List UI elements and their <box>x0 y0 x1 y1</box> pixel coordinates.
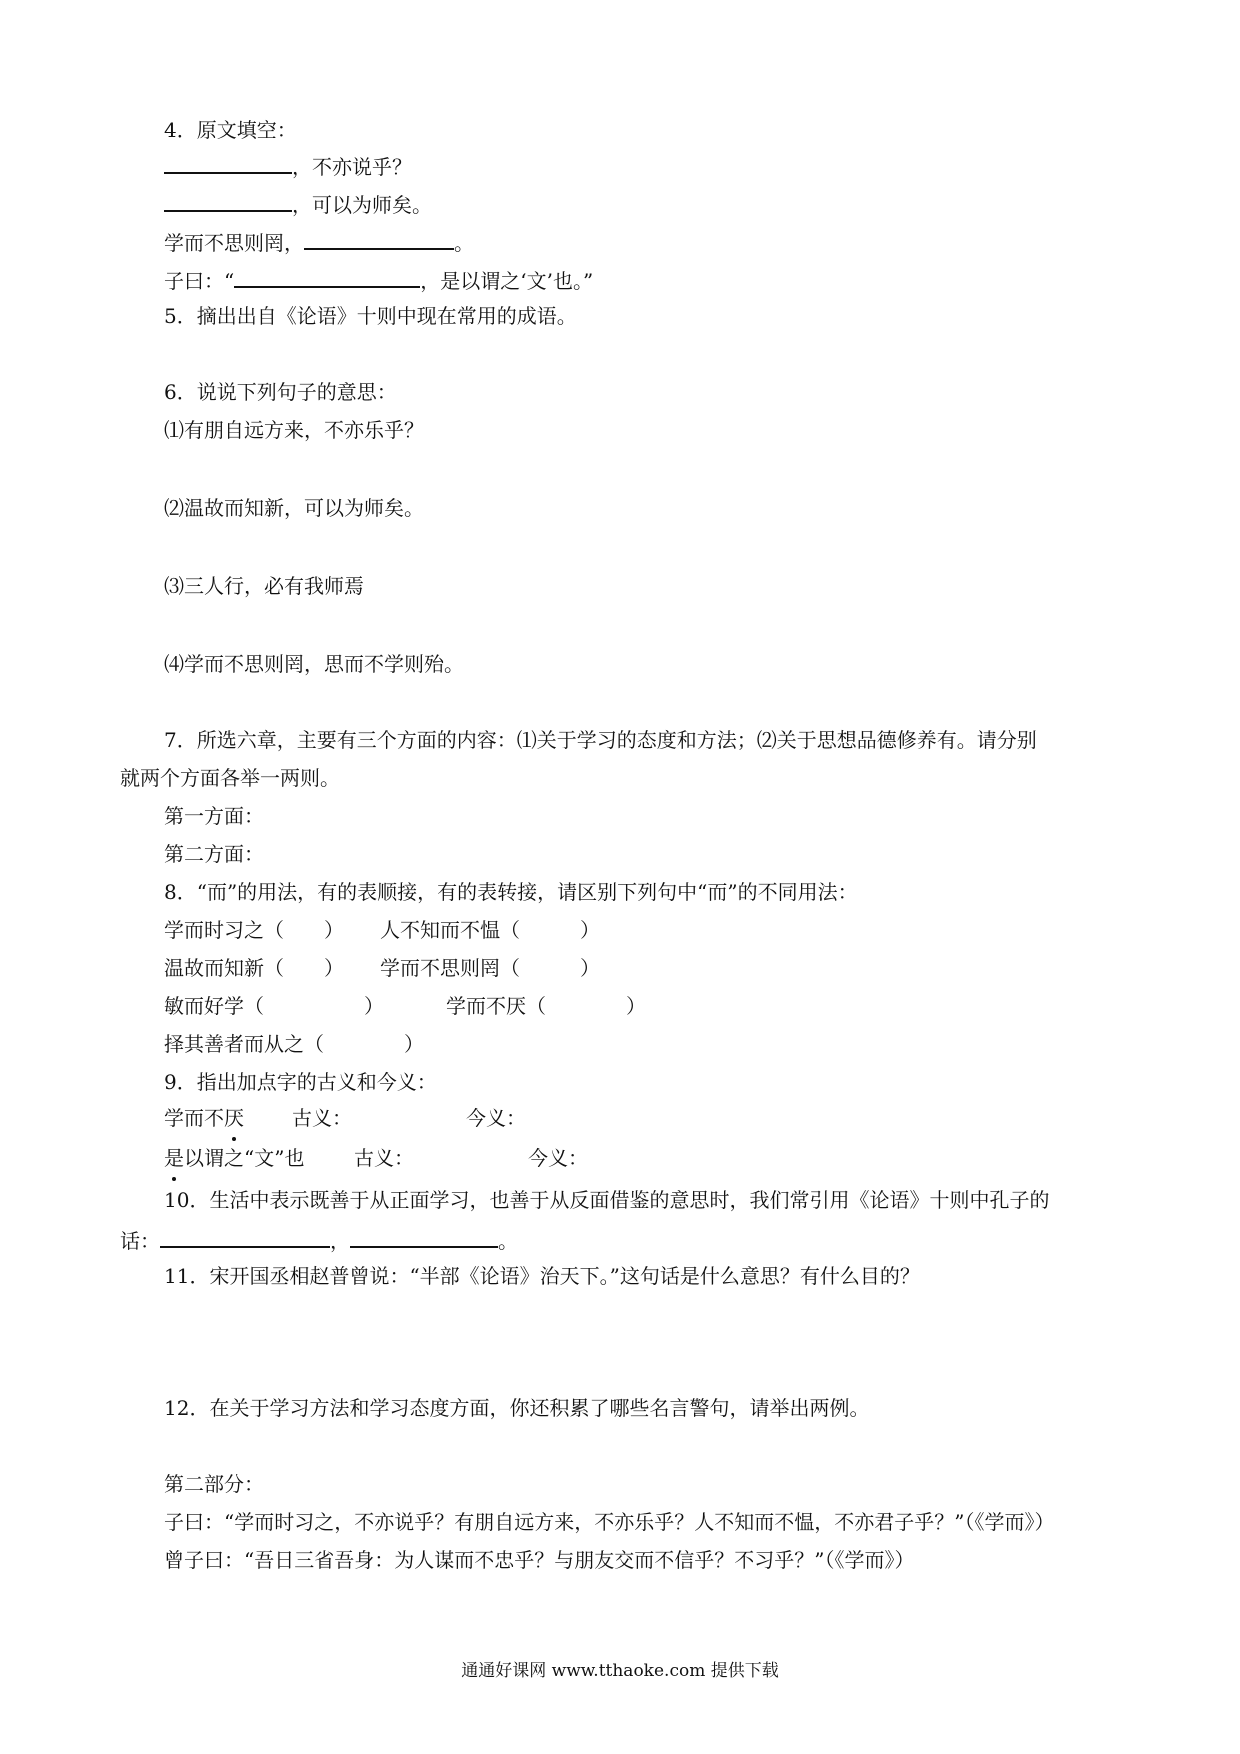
q4-blank-1[interactable] <box>164 150 292 174</box>
q8-row-4: 择其善者而从之（ ） <box>164 1032 424 1056</box>
q4-line-2-text: ，可以为师矣。 <box>292 193 432 217</box>
part2-title: 第二部分： <box>164 1472 264 1496</box>
q7-line-1: 7．所选六章，主要有三个方面的内容：⑴关于学习的态度和方法；⑵关于思想品德修养有。请分别 <box>164 728 1037 752</box>
q4-blank-4[interactable] <box>234 264 420 288</box>
q9-row-2-dotted-char: 是 <box>164 1146 184 1170</box>
q9-row-1-jin: 今义： <box>466 1106 526 1130</box>
q10-line-2-text: 话： <box>120 1229 160 1253</box>
q4-line-1 <box>164 150 412 181</box>
part2-line-2: 曾子曰：“吾日三省吾身：为人谋而不忠乎？与朋友交而不信乎？不习乎？”（《学而》） <box>164 1548 915 1572</box>
q4-line-2 <box>164 188 432 219</box>
q6-item-1: ⑴有朋自远方来，不亦乐乎？ <box>164 418 424 442</box>
q6-item-3: ⑶三人行，必有我师焉 <box>164 574 364 598</box>
q9-row-1-dotted-char: 厌 <box>224 1106 244 1130</box>
q4-blank-3[interactable] <box>304 226 454 250</box>
part2-line-1: 子曰：“学而时习之，不亦说乎？有朋自远方来，不亦乐乎？人不知而不愠，不亦君子乎？”（《学而》） <box>164 1510 1055 1534</box>
q10-blank-1[interactable] <box>160 1224 330 1248</box>
q8-row-3a: 敏而好学（ ） <box>164 994 384 1018</box>
q4-line-1-text: ，不亦说乎？ <box>292 155 412 179</box>
q4-line-3 <box>164 226 474 257</box>
q5-title: 5．摘出出自《论语》十则中现在常用的成语。 <box>164 304 577 328</box>
q10-period: 。 <box>498 1229 518 1253</box>
q8-row-2b: 学而不思则罔（ ） <box>380 956 600 980</box>
q6-item-2: ⑵温故而知新，可以为师矣。 <box>164 496 424 520</box>
q9-title: 9．指出加点字的古义和今义： <box>164 1070 437 1094</box>
q4-blank-2[interactable] <box>164 188 292 212</box>
q4-line-3-end: 。 <box>454 231 474 255</box>
q4-title: 4．原文填空： <box>164 118 297 142</box>
q8-row-2a: 温故而知新（ ） <box>164 956 344 980</box>
q10-line-1: 10．生活中表示既善于从正面学习，也善于从反面借鉴的意思时，我们常引用《论语》十则中孔子的 <box>164 1188 1050 1212</box>
q8-title: 8．“而”的用法，有的表顺接，有的表转接，请区别下列句中“而”的不同用法： <box>164 880 858 904</box>
q10-comma: ， <box>330 1229 350 1253</box>
q9-row-2-jin: 今义： <box>528 1146 588 1170</box>
q6-item-4: ⑷学而不思则罔，思而不学则殆。 <box>164 652 464 676</box>
q4-line-4-text: 子曰：“ <box>164 269 235 293</box>
q7-answer-2: 第二方面： <box>164 842 264 866</box>
q9-row-1-pre: 学而不 <box>164 1106 224 1130</box>
q9-row-2-word <box>164 1144 304 1172</box>
page-footer: 通通好课网 www.tthaoke.com 提供下载 <box>461 1661 779 1681</box>
q10-blank-2[interactable] <box>350 1224 498 1248</box>
q7-line-2: 就两个方面各举一两则。 <box>120 766 340 790</box>
q9-row-1-gu: 古义： <box>292 1106 352 1130</box>
q8-row-3b: 学而不厌（ ） <box>446 994 646 1018</box>
q4-line-4-end: ，是以谓之‘文’也。” <box>420 269 594 293</box>
q8-row-1b: 人不知而不愠（ ） <box>380 918 600 942</box>
q6-title: 6．说说下列句子的意思： <box>164 380 397 404</box>
q9-row-2-gu: 古义： <box>354 1146 414 1170</box>
q4-line-3-text: 学而不思则罔， <box>164 231 304 255</box>
q8-row-1a: 学而时习之（ ） <box>164 918 344 942</box>
q9-row-2-post: 以谓之“文”也 <box>184 1146 305 1170</box>
q12-title: 12．在关于学习方法和学习态度方面，你还积累了哪些名言警句，请举出两例。 <box>164 1396 870 1420</box>
q4-line-4 <box>164 264 593 295</box>
q7-answer-1: 第一方面： <box>164 804 264 828</box>
q9-row-1-word <box>164 1104 244 1132</box>
q11-title: 11．宋开国丞相赵普曾说：“半部《论语》治天下。”这句话是什么意思？有什么目的？ <box>164 1264 920 1288</box>
q10-line-2 <box>120 1224 518 1255</box>
